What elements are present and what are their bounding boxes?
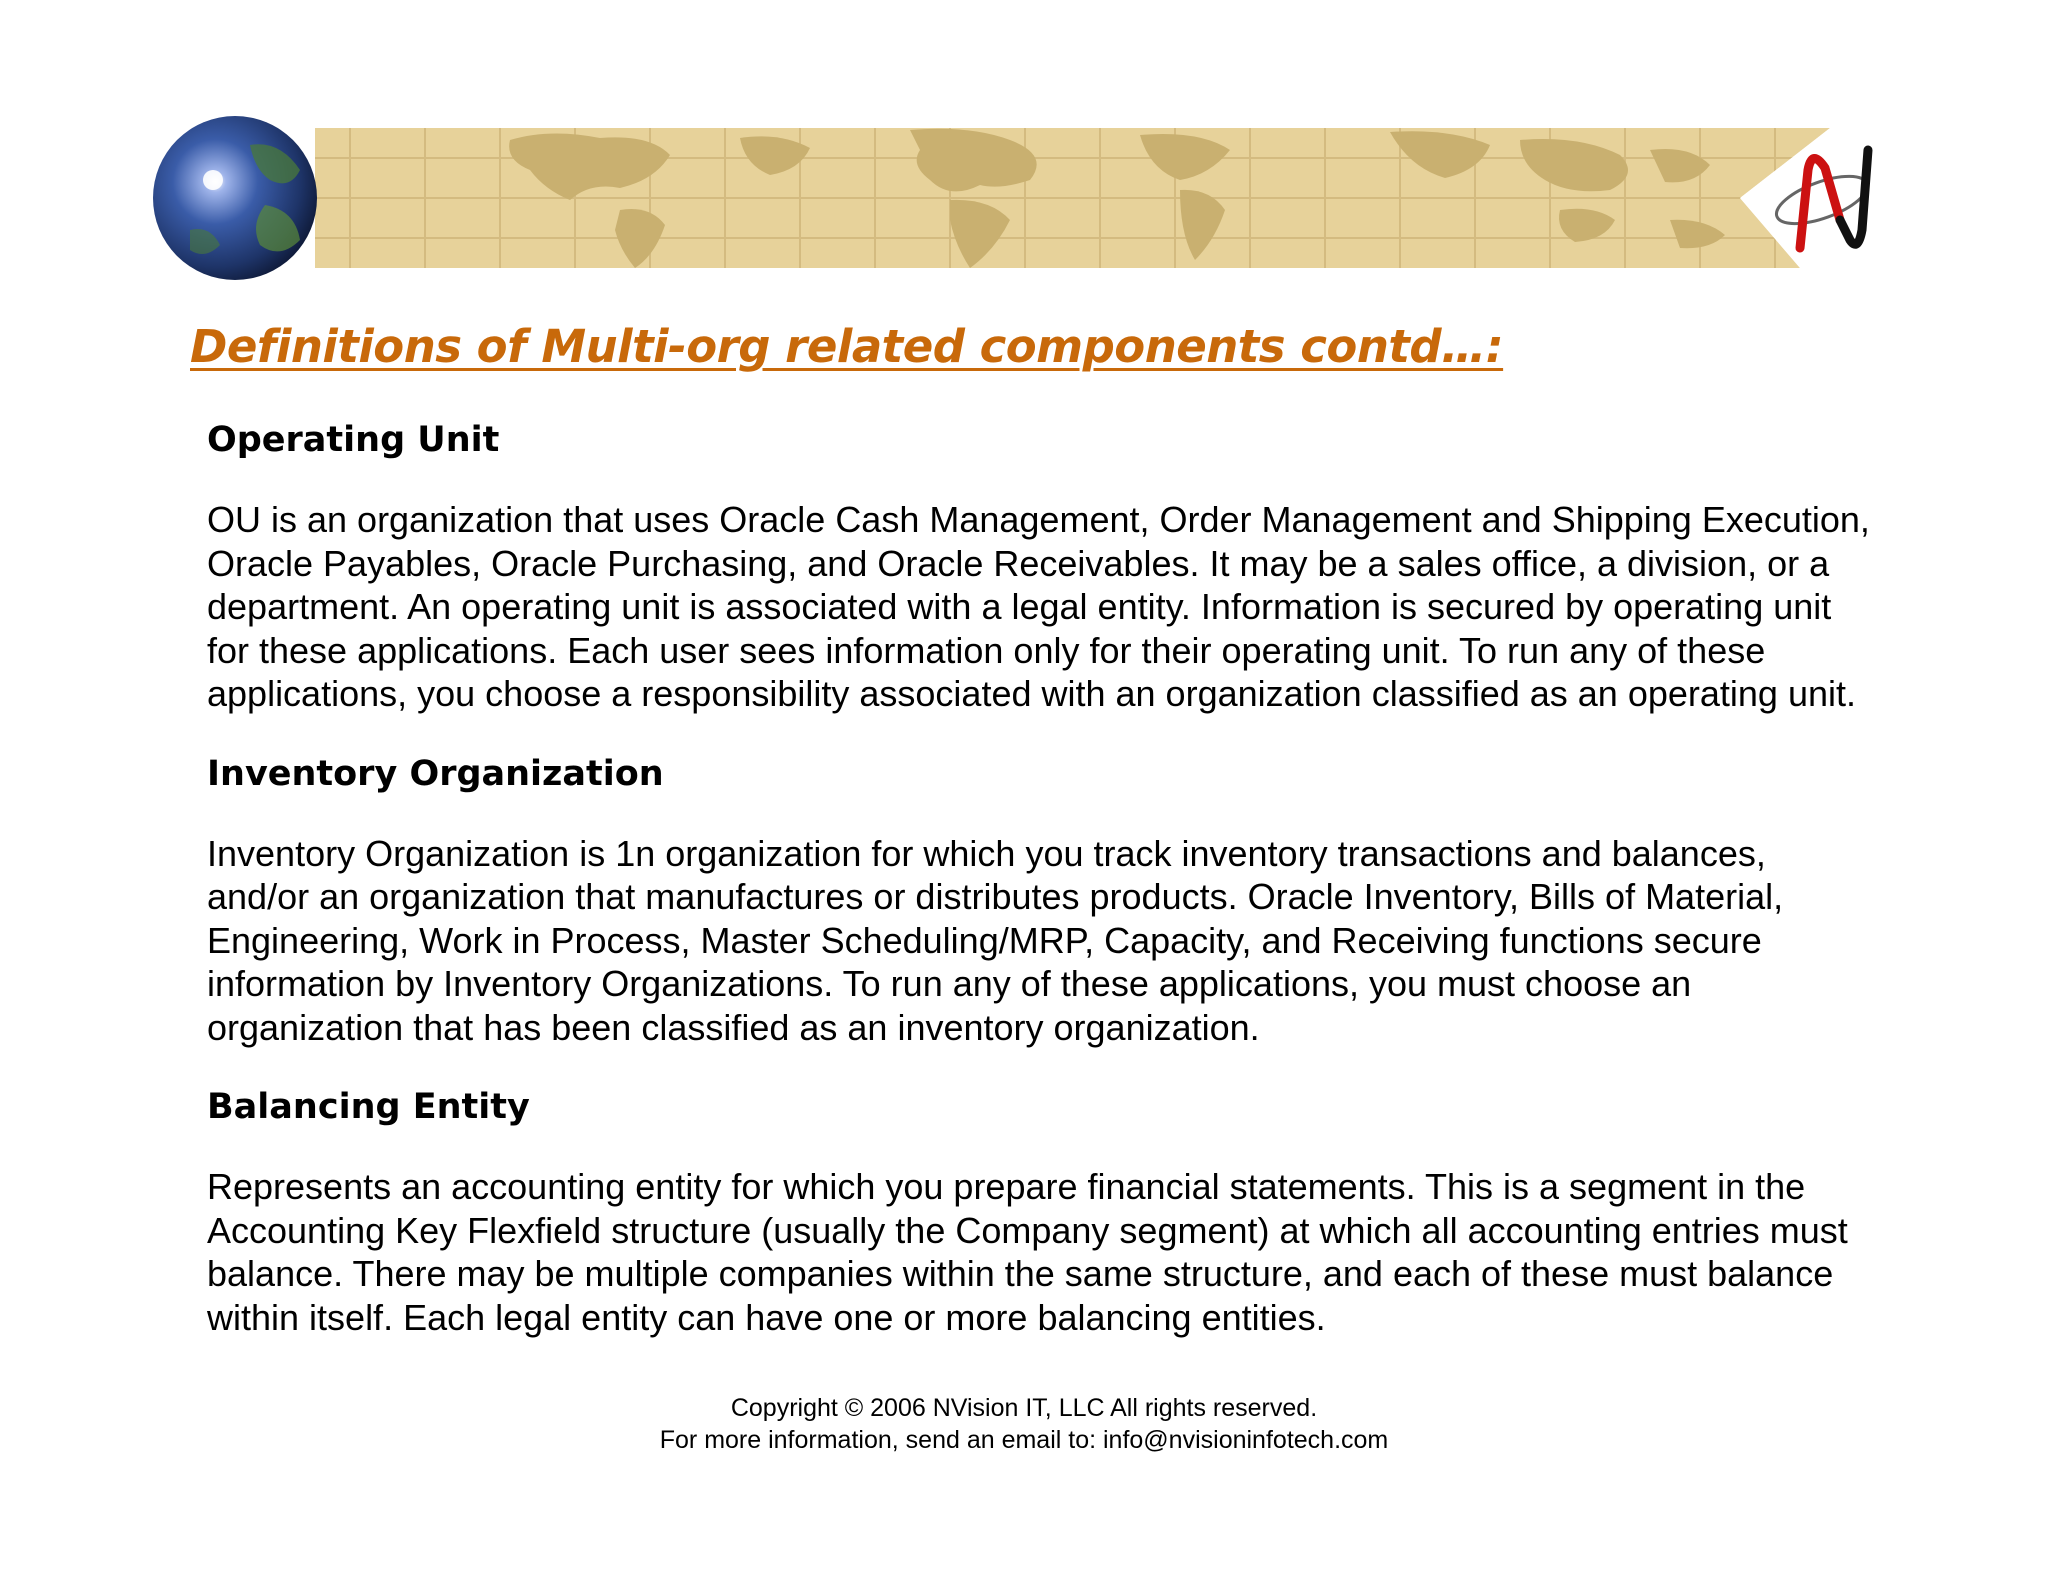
- paragraph-line: Oracle Payables, Oracle Purchasing, and Oracle Receivables. It may be a sales office, a division, or a: [207, 542, 1830, 584]
- section-heading: Operating Unit: [207, 420, 500, 460]
- paragraph-line: department. An operating unit is associated with a legal entity. Information is secured by operating unit: [207, 586, 1832, 627]
- header-banner: [150, 110, 1900, 280]
- world-map-pattern: [300, 128, 1900, 268]
- section-balancing-entity: [207, 1085, 1887, 1339]
- section-body: [207, 1165, 1887, 1339]
- contact-text: For more information, send an email to: info@nvisioninfotech.com: [659, 1426, 1389, 1454]
- paragraph-line: organization that has been classified as an inventory organization.: [207, 1006, 1260, 1048]
- paragraph-line: Inventory Organization is 1n organization for which you track inventory transactions and balances,: [207, 832, 1766, 874]
- paragraph-line: Accounting Key Flexfield structure (usually the Company segment) at which all accounting entries must: [207, 1209, 1848, 1251]
- section-body: [207, 498, 1887, 716]
- paragraph-line: applications, you choose a responsibility associated with an organization classified as an operating unit.: [207, 673, 1856, 714]
- copyright-text: Copyright © 2006 NVision IT, LLC All rights reserved.: [730, 1394, 1318, 1422]
- paragraph-line: information by Inventory Organizations. To run any of these applications, you must choose an: [207, 963, 1692, 1004]
- paragraph-line: and/or an organization that manufactures or distributes products. Oracle Inventory, Bills of Material,: [207, 876, 1784, 917]
- paragraph-line: Represents an accounting entity for which you prepare financial statements. This is a segment in the: [207, 1166, 1806, 1207]
- paragraph-line: Engineering, Work in Process, Master Scheduling/MRP, Capacity, and Receiving functions secure: [207, 919, 1762, 961]
- section-heading: Inventory Organization: [207, 753, 664, 794]
- section-inventory-organization: [207, 752, 1887, 1050]
- section-operating-unit: [207, 418, 1887, 716]
- globe-icon: [153, 116, 317, 280]
- paragraph-line: OU is an organization that uses Oracle Cash Management, Order Management and Shipping Execution,: [207, 499, 1870, 540]
- paragraph-line: within itself. Each legal entity can have one or more balancing entities.: [207, 1296, 1326, 1338]
- paragraph-line: balance. There may be multiple companies within the same structure, and each of these must balance: [207, 1253, 1834, 1294]
- page-title: Definitions of Multi-org related components contd…:: [190, 320, 1504, 373]
- definitions-content: [207, 418, 1887, 1375]
- footer: [0, 1392, 2048, 1456]
- banner-graphic: [150, 110, 1900, 280]
- section-heading: Balancing Entity: [207, 1087, 530, 1127]
- paragraph-line: for these applications. Each user sees information only for their operating unit. To run any of these: [207, 629, 1766, 671]
- section-body: [207, 832, 1887, 1050]
